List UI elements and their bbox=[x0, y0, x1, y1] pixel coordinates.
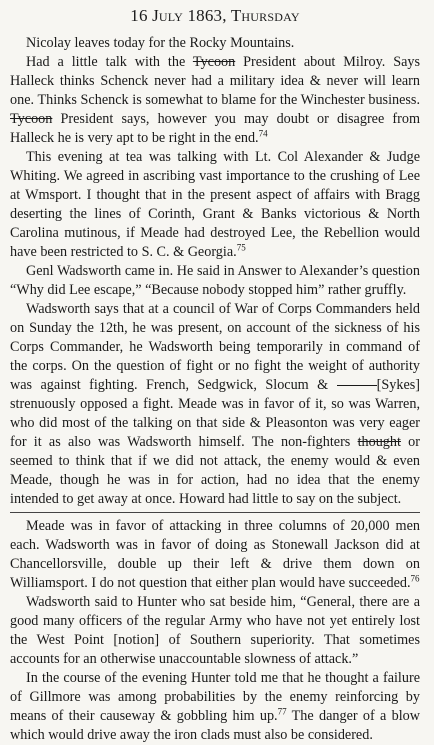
paragraph-2 bbox=[10, 53, 420, 148]
paragraph-text: Meade was in favor of attacking in three columns of 20,000 men each. Wadsworth was in favor of doing as Stonewall Jackson did at Chancellorsville, double up their left & drive them down on Williamsport. I do not question that either plan would have succeeded. bbox=[10, 518, 420, 591]
paragraph-1 bbox=[10, 34, 420, 53]
paragraph-6 bbox=[10, 517, 420, 593]
paragraph-text: Nicolay leaves today for the Rocky Mountains. bbox=[26, 35, 295, 51]
paragraph-text: Had a little talk with the bbox=[26, 54, 193, 70]
paragraph-text: President says, however you may doubt or disagree from Halleck he is very apt to be right in the end. bbox=[10, 111, 420, 146]
footnote-ref: 77 bbox=[277, 706, 287, 717]
page-heading: 16 July 1863, Thursday bbox=[130, 6, 300, 25]
paragraph-4 bbox=[10, 262, 420, 300]
paragraph-3 bbox=[10, 148, 420, 262]
paragraph-7 bbox=[10, 593, 420, 669]
struck-word: Tycoon bbox=[10, 111, 53, 127]
paragraph-5 bbox=[10, 300, 420, 509]
struck-word: Tycoon bbox=[192, 54, 236, 70]
paragraph-text: President about Milroy. Says Halleck thinks Schenck never had a military idea & never will learn one. Thinks Schenck is somewhat to blame for the Winchester business. bbox=[10, 54, 420, 108]
paragraph-text: Genl Wadsworth came in. He said in Answer to Alexander’s question “Why did Lee escape,” “Because nobody stopped him” rather gruffly. bbox=[10, 263, 420, 298]
paragraph-text: The danger of a blow which would drive away the iron clads must also be considered. bbox=[10, 708, 420, 743]
blank-line bbox=[337, 385, 377, 386]
footnote-ref: 74 bbox=[258, 128, 268, 139]
paragraph-text: Wadsworth says that at a council of War of Corps Commanders held on Sunday the 12th, he was present, on account of the sickness of his Corps Commander, he Wadsworth being temporarily in command of the corps. On the question of fight or no fight the weight of authority was against fighting. French, Sedgwick, Slocum & bbox=[10, 301, 420, 393]
paragraph-text: Wadsworth said to Hunter who sat beside him, “General, there are a good many officers of the regular Army who have not yet entirely lost the West Point [notion] of Southern superiority. That sometimes accounts for an otherwise unaccountable slowness of attack.” bbox=[10, 594, 420, 667]
paragraph-text: [Sykes] strenuously opposed a fight. Meade was in favor of it, so was Warren, who did most of the talking on that side & Pleasonton was very eager for it as also was Wadsworth himself. The non-fighters bbox=[10, 377, 420, 450]
paragraph-text: This evening at tea was talking with Lt. Col Alexander & Judge Whiting. We agreed in ascribing vast importance to the crushing of Lee at Wmsport. I thought that in the present aspect of affairs with Bragg deserting the lines of Corinth, Grant & Banks victorious & North Carolina mutinous, if Meade had destroyed Lee, the Rebellion would have been restricted to S. C. & Georgia. bbox=[10, 149, 420, 260]
paragraph-text: or seemed to think that if we did not attack, the enemy would & even Meade, though he was in for action, had no idea that the enemy intended to get away at once. Howard had little to say on the subject. bbox=[10, 434, 420, 507]
paragraph-text: In the course of the evening Hunter told me that he thought a failure of Gillmore was among probabilities by the enemy reinforcing by means of their causeway & gobbling him up. bbox=[10, 670, 420, 724]
struck-word: thought bbox=[357, 434, 401, 450]
footnote-ref: 75 bbox=[236, 242, 246, 253]
paragraph-8 bbox=[10, 669, 420, 745]
footnote-ref: 76 bbox=[410, 573, 420, 584]
divider-line bbox=[10, 512, 420, 513]
